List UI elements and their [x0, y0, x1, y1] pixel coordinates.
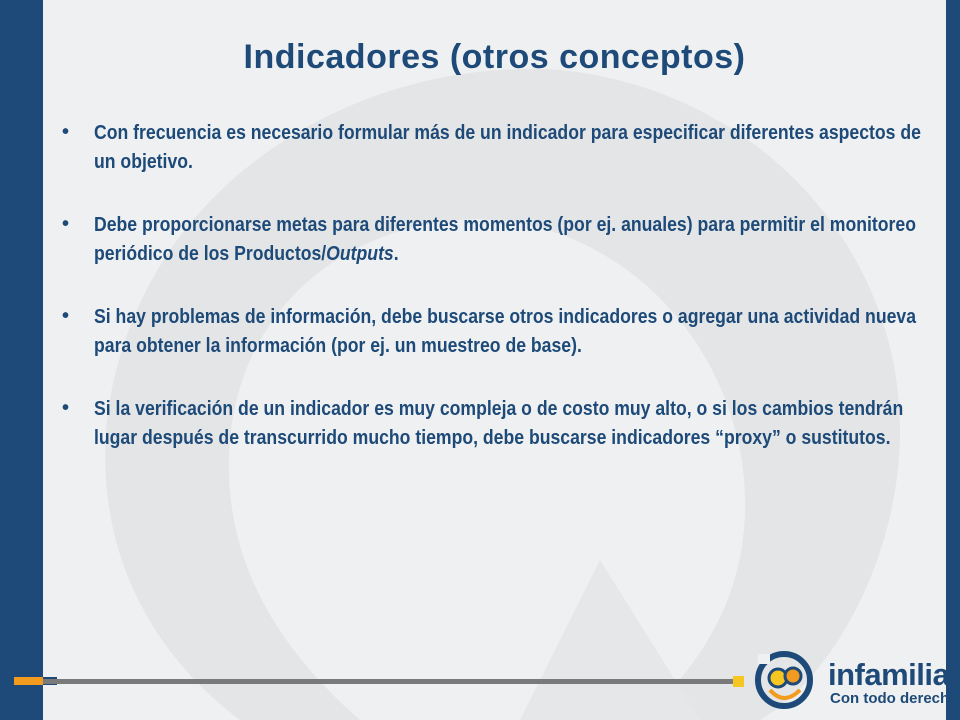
bullet-text: Si la verificación de un indicador es muy compleja o de costo muy alto, o si los cambios tendrán lugar después de transcurrido mucho tiempo, debe buscarse indicadores “proxy” o sustitutos. [94, 397, 904, 449]
right-accent-bar [946, 0, 960, 720]
bullet-text-italic: Outputs [326, 242, 394, 265]
logo-slogan: Con todo derecho [830, 690, 959, 707]
bullet-text: Si hay problemas de información, debe buscarse otros indicadores o agregar una actividad nueva para obtener la información (por ej. un muestreo de base). [94, 305, 916, 357]
slide-title: Indicadores (otros conceptos) [243, 38, 746, 76]
left-accent-bar [0, 0, 43, 720]
bullet-text: Con frecuencia es necesario formular más de un indicador para especificar diferentes aspectos de un objetivo. [94, 121, 921, 173]
bullet-text-part: . [393, 242, 399, 265]
bullet-dot: • [62, 121, 70, 143]
bullet-item [62, 118, 921, 176]
bullet-text-part: Debe proporcionarse metas para diferentes momentos (por ej. anuales) para permitir el monitoreo periódico de los Productos/ [94, 213, 916, 265]
bullet-item [62, 210, 916, 268]
bullet-item [62, 394, 912, 452]
bullet-dot: • [62, 305, 70, 327]
bullet-text [94, 210, 928, 268]
bullet-list [62, 118, 921, 486]
logo-name: infamilia [828, 657, 950, 692]
bullet-dot: • [62, 213, 70, 235]
bullet-item [62, 302, 916, 360]
footer-divider [43, 679, 733, 684]
bullet-dot: • [62, 397, 70, 419]
footer-orange-square [14, 677, 43, 685]
footer-yellow-square [733, 676, 744, 687]
